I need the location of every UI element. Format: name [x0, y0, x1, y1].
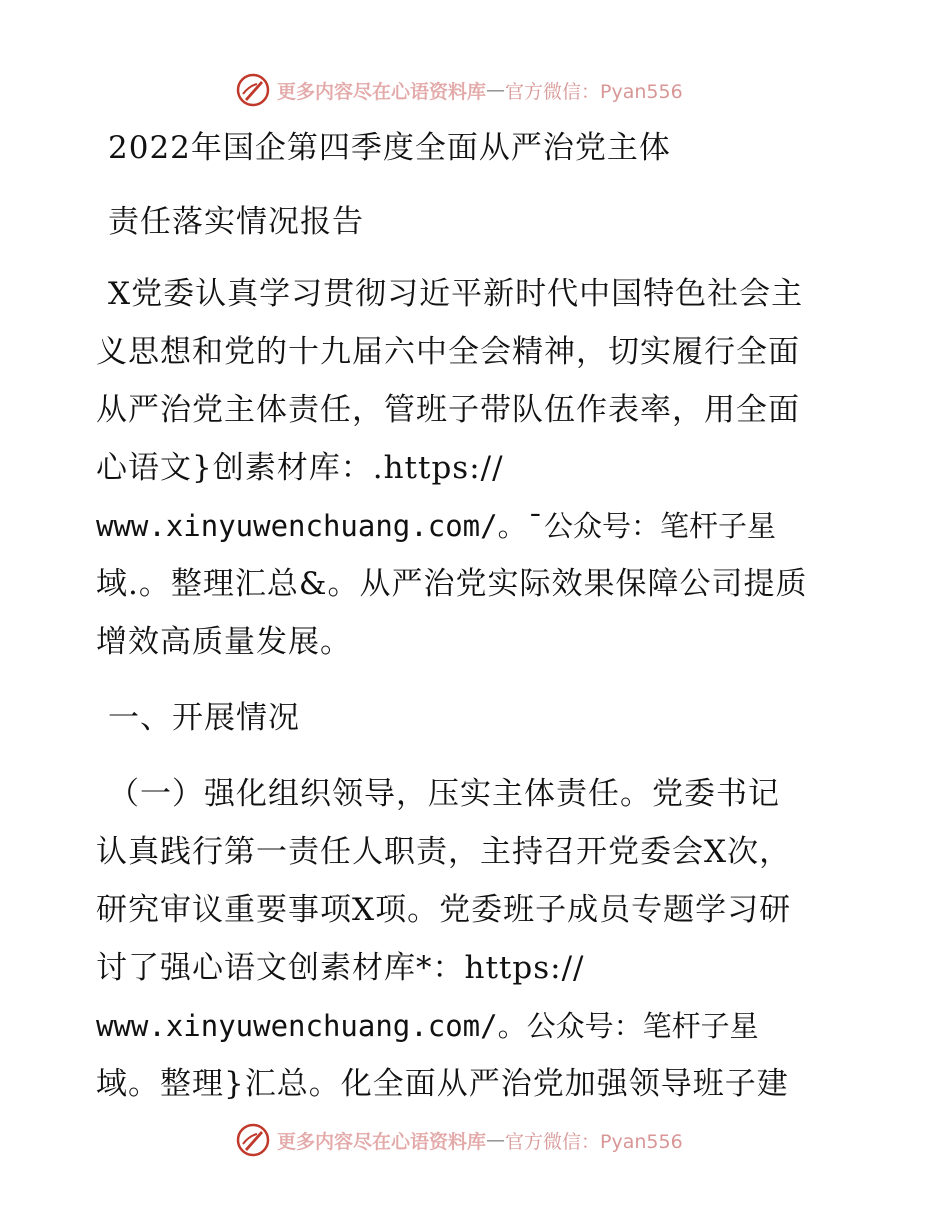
header-watermark-banner: [235, 70, 683, 110]
quill-logo-icon: [235, 72, 271, 108]
intro-line-3: 从严治党主体责任，管班子带队伍作表率，用全面: [96, 392, 800, 428]
watermark-contact: 官方微信：Pyan556: [505, 1130, 683, 1153]
intro-line-2: 义思想和党的十九届六中全会精神，切实履行全面: [96, 334, 800, 370]
section-line-4: 讨了强心语文创素材库*：https://: [96, 950, 585, 986]
watermark-dash: —: [486, 1129, 506, 1151]
section-line-1: （一）强化组织领导，压实主体责任。党委书记: [108, 776, 780, 812]
intro-line-4: 心语文}创素材库：.https://: [96, 450, 504, 486]
intro-line-5: www.xinyuwenchuang.com/。¯公众号：笔杆子星: [96, 509, 777, 543]
watermark-dash: —: [486, 79, 506, 101]
watermark-contact: 官方微信：Pyan556: [505, 80, 683, 103]
intro-line-6: 域.。整理汇总&。从严治党实际效果保障公司提质: [96, 566, 808, 602]
title-line-2: 责任落实情况报告: [108, 204, 364, 240]
watermark-text: 更多内容尽在心语资料库: [277, 80, 487, 103]
section-line-2: 认真践行第一责任人职责，主持召开党委会X次，: [96, 834, 792, 870]
section-line-6: 域。整理}汇总。化全面从严治党加强领导班子建: [96, 1066, 789, 1102]
intro-line-7: 增效高质量发展。: [96, 624, 352, 660]
quill-logo-icon: [235, 1122, 271, 1158]
watermark-text: 更多内容尽在心语资料库: [277, 1130, 487, 1153]
footer-watermark-banner: [235, 1120, 683, 1160]
section-line-3: 研究审议重要事项X项。党委班子成员专题学习研: [96, 892, 792, 928]
intro-line-1: X党委认真学习贯彻习近平新时代中国特色社会主: [108, 276, 804, 312]
section-heading: 一、开展情况: [108, 700, 300, 736]
section-line-5: www.xinyuwenchuang.com/。公众号：笔杆子星: [96, 1009, 759, 1043]
title-line-1: 2022年国企第四季度全面从严治党主体: [108, 130, 671, 166]
